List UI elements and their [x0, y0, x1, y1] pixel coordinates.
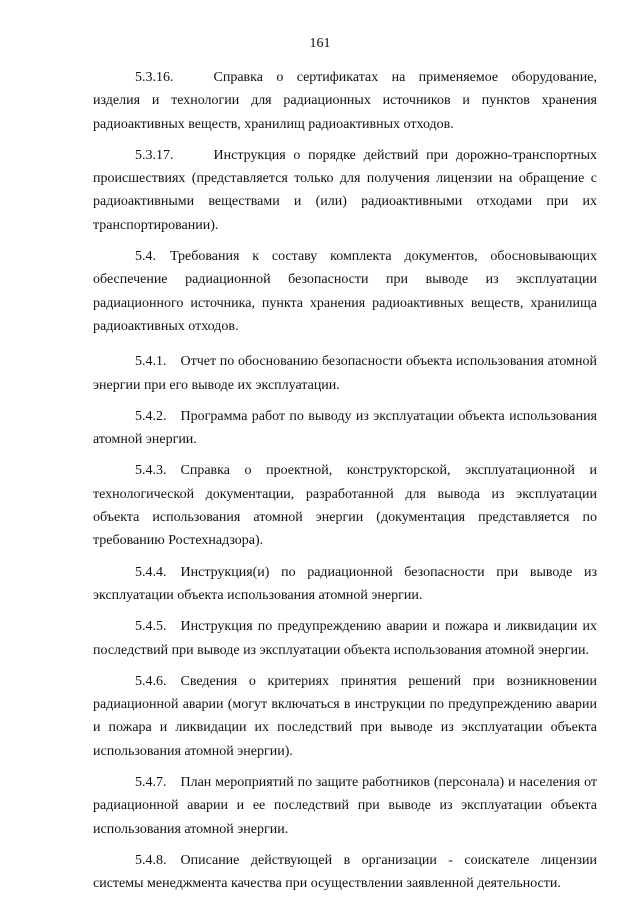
paragraph-5-4-5 [93, 615, 597, 662]
paragraph-5-4-4 [93, 561, 597, 608]
paragraph-5-4-6 [93, 670, 597, 763]
paragraph-number: 5.4.5. [135, 619, 167, 635]
paragraph-5-4-3 [93, 459, 597, 552]
paragraph-number: 5.4.8. [135, 852, 167, 868]
paragraph-number: 5.4.4. [135, 564, 167, 580]
paragraph-text: Справка о проектной, конструкторской, эксплуатационной и технологической документации, разработанной для вывода из эксплуатации объекта использования атомной энергии (документация представляется по требованию Ростехнадзора). [93, 463, 597, 549]
paragraph-text: Описание действующей в организации - соискателе лицензии системы менеджмента качества при осуществлении заявленной деятельности. [93, 852, 597, 892]
paragraph-text: План мероприятий по защите работников (персонала) и населения от радиационной аварии и ее последствий при выводе из эксплуатации объекта использования атомной энергии. [93, 775, 597, 837]
paragraph-text: Инструкция по предупреждению аварии и пожара и ликвидации их последствий при выводе из эксплуатации объекта использования атомной энергии. [93, 619, 597, 658]
paragraph-text: Инструкция(и) по радиационной безопасности при выводе из эксплуатации объекта использования атомной энергии. [93, 564, 597, 603]
paragraph-text: Программа работ по выводу из эксплуатации объекта использования атомной энергии. [93, 408, 597, 448]
paragraph-number: 5.4.6. [135, 673, 167, 689]
paragraph-text: Сведения о критериях принятия решений при возникновении радиационной аварии (могут включаться в инструкции по предупреждению аварии и пожара и ликвидации их последствий при выводе из эксплуатации объекта использования атомной энергии). [93, 673, 597, 759]
page-number: 161 [309, 36, 331, 51]
paragraph-text: Инструкция о порядке действий при дорожно-транспортных происшествиях (представляется только для получения лицензии на обращение с радиоактивными веществами и (или) радиоактивными отходами при их транспортировании). [93, 147, 597, 233]
paragraph-number: 5.4.7. [135, 775, 167, 791]
paragraph-5-3-17 [93, 144, 597, 237]
paragraph-5-4-8 [93, 849, 597, 896]
paragraph-5-4-7 [93, 771, 597, 841]
paragraph-text: Справка о сертификатах на применяемое оборудование, изделия и технологии для радиационных источников и пунктов хранения радиоактивных веществ, хранилищ радиоактивных отходов. [93, 70, 597, 132]
paragraph-text: Отчет по обоснованию безопасности объекта использования атомной энергии при его выводе их эксплуатации. [93, 354, 597, 393]
paragraph-5-4-1 [93, 350, 597, 397]
paragraph-number: 5.4.1. [135, 354, 167, 370]
paragraph-text: Требования к составу комплекта документов, обосновывающих обеспечение радиационной безопасности при выводе из эксплуатации радиационного источника, пункта хранения радиоактивных веществ, хранилища радиоактивных отходов. [93, 249, 597, 334]
paragraph-5-4 [93, 245, 597, 338]
document-body [93, 66, 597, 904]
paragraph-5-3-16 [93, 66, 597, 136]
paragraph-5-4-2 [93, 405, 597, 452]
paragraph-number: 5.4.2. [135, 408, 167, 424]
paragraph-number: 5.3.17. [135, 147, 174, 163]
paragraph-number: 5.4.3. [135, 463, 167, 479]
paragraph-number: 5.3.16. [135, 70, 174, 85]
paragraph-number: 5.4. [135, 249, 156, 265]
